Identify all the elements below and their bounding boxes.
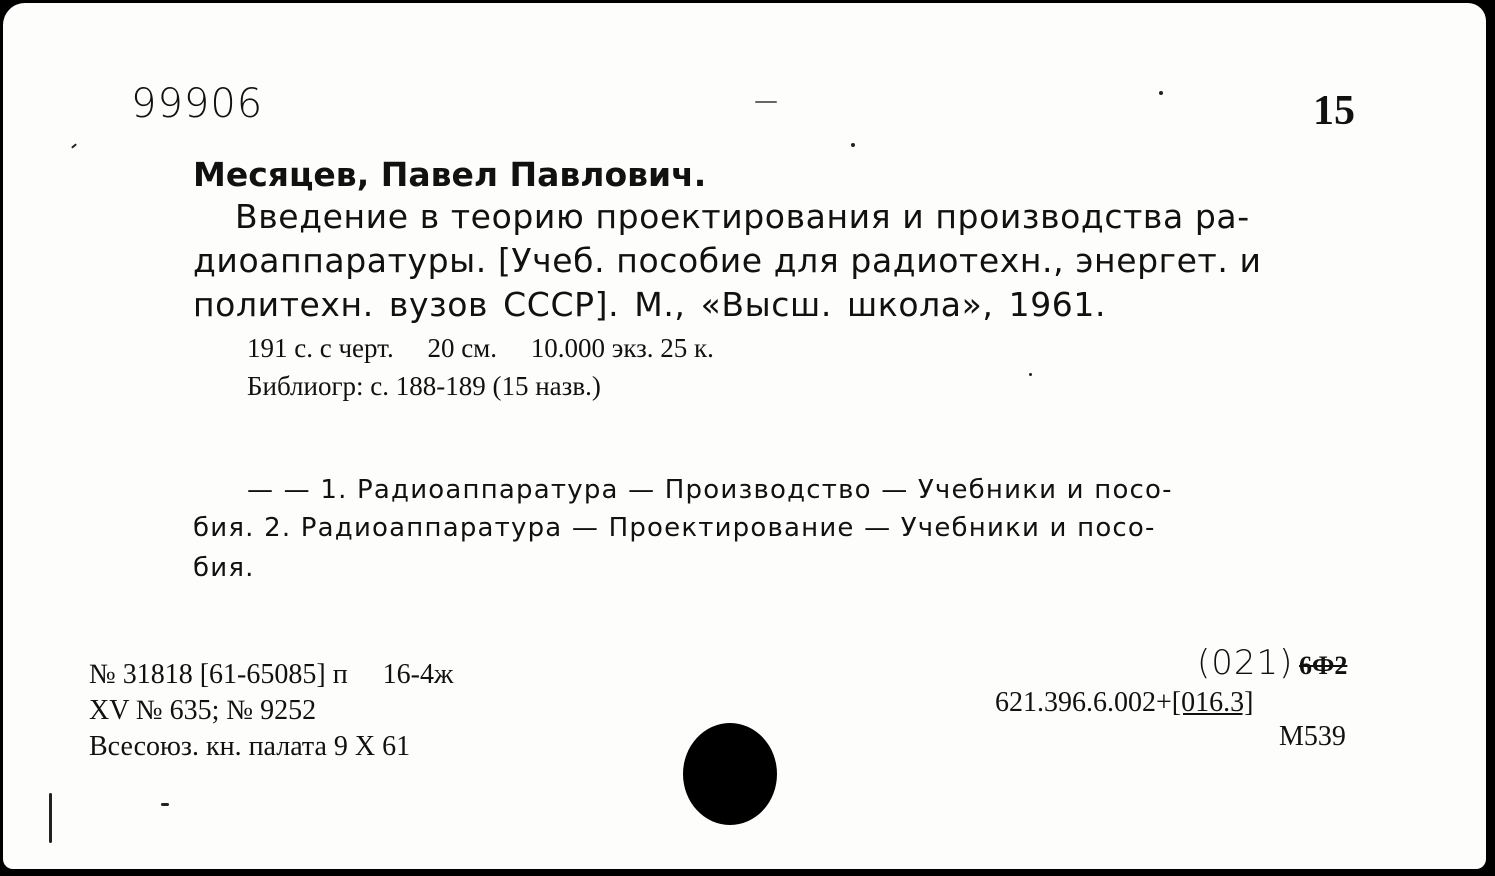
udc-prefix: 621.396.6.002+: [995, 687, 1172, 718]
punch-hole: [683, 723, 777, 825]
speck: [755, 101, 777, 103]
udc-bracket: [016.3]: [1171, 687, 1254, 718]
author-heading: Месяцев, Павел Павлович.: [193, 155, 707, 194]
udc-index: [995, 687, 1253, 719]
classification-struck: 6Ф2: [1299, 651, 1348, 680]
speck: [161, 803, 169, 806]
title-line: диоаппаратуры. [Учеб. пособие для радиотехн., энергет. и: [193, 241, 1262, 280]
bibliography-note: Библиогр: с. 188-189 (15 назв.): [247, 371, 601, 401]
title-line: политехн. вузов СССР]. М., «Высш. школа», 1961.: [193, 285, 1107, 324]
footer-line: № 31818 [61-65085] п 16-4ж: [89, 659, 454, 690]
footer-line: XV № 635; № 9252: [89, 695, 317, 726]
title-line: Введение в теорию проектирования и производства ра-: [235, 197, 1250, 236]
collation-line: 191 с. с черт. 20 см. 10.000 экз. 25 к.: [247, 333, 714, 363]
subject-line: бия. 2. Радиоаппаратура — Проектирование — Учебники и посо-: [193, 513, 1156, 543]
speck: [851, 143, 855, 147]
footer-line: Всесоюз. кн. палата 9 X 61: [89, 731, 411, 762]
handwritten-class: (021): [1197, 643, 1294, 683]
speck: [71, 143, 77, 148]
catalog-card: [3, 3, 1486, 869]
speck: [1159, 91, 1163, 95]
speck: [49, 793, 52, 843]
handwritten-number: 99906: [131, 81, 264, 127]
speck: [1029, 373, 1032, 376]
subject-line: — — 1. Радиоаппаратура — Производство — Учебники и посо-: [247, 475, 1173, 505]
card-number: 15: [1313, 88, 1355, 134]
author-mark: М539: [1279, 721, 1346, 752]
subject-line: бия.: [193, 553, 255, 583]
